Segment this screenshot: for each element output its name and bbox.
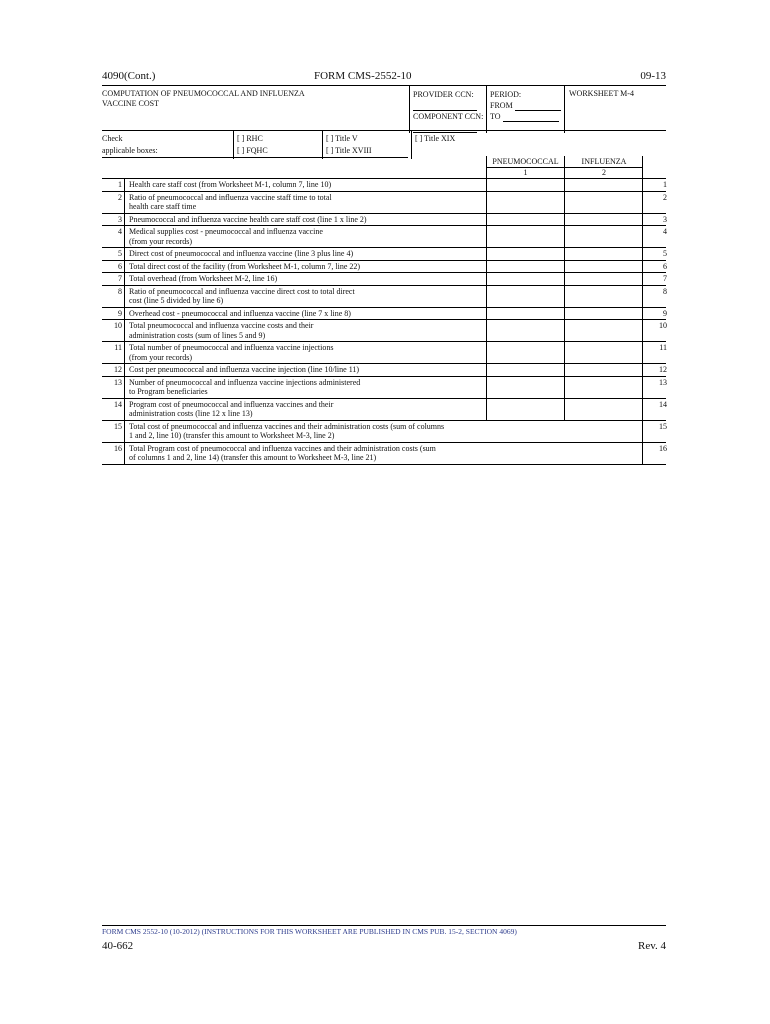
line-description-text: Total direct cost of the facility (from Worksheet M-1, column 7, line 22) — [129, 261, 361, 271]
line-description-text: (from your records) — [129, 352, 193, 362]
line-description-text: Overhead cost - pneumococcal and influenza vaccine (line 7 x line 8) — [129, 308, 351, 318]
line-number: 11 — [114, 343, 122, 352]
influenza-amount-cell[interactable] — [564, 273, 642, 285]
influenza-amount-cell[interactable] — [564, 261, 642, 273]
line-description-text: Medical supplies cost - pneumococcal and influenza vaccine — [129, 227, 323, 236]
checks-rule — [102, 157, 408, 158]
pneumococcal-amount-cell[interactable] — [486, 377, 564, 398]
line-number: 13 — [114, 377, 122, 387]
line-number: 12 — [114, 365, 122, 374]
influenza-amount-cell[interactable] — [564, 286, 642, 307]
line-number-right: 16 — [642, 443, 667, 464]
column-2-name: INFLUENZA — [565, 156, 643, 168]
column-header-influenza — [564, 156, 643, 178]
line-description — [124, 342, 483, 363]
to-label: TO — [490, 112, 501, 121]
worksheet-id: WORKSHEET M-4 — [564, 86, 671, 133]
pneumococcal-amount-cell[interactable] — [486, 342, 564, 363]
title-line-1: COMPUTATION OF PNEUMOCOCCAL AND INFLUENZA — [102, 89, 305, 98]
check-column-title-xix — [411, 131, 515, 159]
line-description-text: Cost per pneumococcal and influenza vaccine injection (line 10/line 11) — [129, 365, 360, 374]
influenza-amount-cell[interactable] — [564, 248, 642, 260]
applicable-boxes — [102, 131, 666, 157]
table-row — [102, 261, 666, 274]
line-description — [124, 273, 483, 285]
line-description-text: Total pneumococcal and influenza vaccine costs and their — [129, 321, 314, 330]
line-description-text: to Program beneficiaries — [129, 387, 208, 396]
influenza-amount-cell[interactable] — [564, 399, 642, 420]
ccn-box — [409, 86, 489, 133]
column-2-number: 2 — [602, 168, 606, 177]
line-description — [124, 320, 483, 341]
line-description-text: administration costs (sum of lines 5 and 9) — [129, 330, 266, 340]
line-description-text: administration costs (line 12 x line 13) — [129, 409, 253, 418]
worksheet-title — [102, 86, 407, 133]
influenza-amount-cell[interactable] — [564, 226, 642, 247]
line-description-text: 1 and 2, line 10) (transfer this amount to Worksheet M-3, line 2) — [129, 431, 335, 440]
form-number: FORM CMS-2552-10 — [314, 70, 412, 82]
line-description-text: Total overhead (from Worksheet M-2, line 16) — [129, 274, 278, 283]
line-number: 16 — [114, 443, 122, 453]
check-label — [102, 131, 232, 159]
table-row — [102, 443, 666, 465]
table-row — [102, 179, 666, 192]
rhc-checkbox[interactable]: [ ] RHC — [237, 134, 263, 143]
line-number: 9 — [118, 308, 122, 318]
line-number: 7 — [118, 274, 122, 283]
pneumococcal-amount-cell[interactable] — [486, 261, 564, 273]
pneumococcal-amount-cell[interactable] — [486, 248, 564, 260]
influenza-amount-cell[interactable] — [564, 377, 642, 398]
footer-note: FORM CMS 2552-10 (10-2012) (INSTRUCTIONS FOR THIS WORKSHEET ARE PUBLISHED IN CMS PUB. 15-2, SECTION 4069) — [102, 927, 517, 936]
line-description-text: (from your records) — [129, 236, 193, 246]
line-number-right: 6 — [642, 261, 667, 273]
line-number-right: 13 — [642, 377, 667, 398]
influenza-amount-cell[interactable] — [564, 308, 642, 320]
period-label: PERIOD: — [490, 90, 522, 99]
table-row — [102, 377, 666, 399]
influenza-amount-cell[interactable] — [564, 214, 642, 226]
line-number: 4 — [118, 227, 122, 236]
column-1-number: 1 — [523, 168, 528, 177]
page-number: 40-662 — [102, 940, 134, 952]
table-row — [102, 399, 666, 421]
table-row — [102, 308, 666, 321]
column-header-end-rule — [642, 156, 643, 178]
check-column-title — [322, 131, 414, 159]
table-row — [102, 248, 666, 261]
pneumococcal-amount-cell[interactable] — [486, 273, 564, 285]
line-number: 14 — [114, 399, 122, 409]
line-description-text: Ratio of pneumococcal and influenza vaccine direct cost to total direct — [129, 286, 355, 296]
line-description-text: Total cost of pneumococcal and influenza vaccines and their administration costs (sum of columns — [129, 421, 445, 431]
table-row — [102, 364, 666, 377]
line-description — [124, 377, 483, 398]
table-row — [102, 286, 666, 308]
line-description-text: Total number of pneumococcal and influenza vaccine injections — [129, 343, 334, 352]
provider-ccn-label: PROVIDER CCN: — [413, 90, 474, 99]
line-number-right: 15 — [642, 421, 667, 442]
line-number-right: 11 — [642, 342, 667, 363]
line-description — [124, 192, 483, 213]
pneumococcal-amount-cell[interactable] — [486, 308, 564, 320]
table-row — [102, 226, 666, 248]
line-description — [124, 261, 483, 273]
line-number-right: 2 — [642, 192, 667, 213]
footer-rule — [102, 925, 666, 926]
line-description — [124, 286, 483, 307]
influenza-amount-cell[interactable] — [564, 342, 642, 363]
line-description-text: of columns 1 and 2, line 14) (transfer this amount to Worksheet M-3, line 21) — [129, 453, 377, 462]
line-number: 10 — [114, 321, 122, 330]
line-number-right: 10 — [642, 320, 667, 341]
line-number-right: 9 — [642, 308, 667, 320]
line-number-right: 4 — [642, 226, 667, 247]
influenza-amount-cell[interactable] — [564, 192, 642, 213]
line-number: 5 — [118, 249, 122, 258]
line-description — [124, 443, 639, 464]
line-number: 3 — [118, 214, 122, 224]
line-description — [124, 421, 639, 442]
title-xviii-checkbox[interactable]: [ ] Title XVIII — [326, 146, 372, 155]
section-number: 4090(Cont.) — [102, 70, 156, 82]
provider-ccn-field[interactable] — [413, 101, 477, 111]
revision: Rev. 4 — [637, 940, 666, 952]
line-description-text: Ratio of pneumococcal and influenza vaccine staff time to total — [129, 192, 332, 202]
table-row — [102, 273, 666, 286]
period-to-field[interactable] — [503, 112, 559, 122]
line-number-right: 8 — [642, 286, 667, 307]
line-description — [124, 364, 483, 376]
line-description — [124, 214, 483, 226]
period-box — [486, 86, 567, 133]
title-v-checkbox[interactable]: [ ] Title V — [326, 134, 358, 143]
pneumococcal-amount-cell[interactable] — [486, 214, 564, 226]
pneumococcal-amount-cell[interactable] — [486, 192, 564, 213]
fqhc-checkbox[interactable]: [ ] FQHC — [237, 146, 268, 155]
line-number-right: 1 — [642, 179, 667, 191]
line-description-text: Health care staff cost (from Worksheet M-1, column 7, line 10) — [129, 180, 332, 189]
component-ccn-label: COMPONENT CCN: — [413, 112, 484, 121]
line-description-text: cost (line 5 divided by line 6) — [129, 296, 224, 305]
line-number-right: 3 — [642, 214, 667, 226]
period-from-field[interactable] — [515, 101, 561, 111]
table-row — [102, 214, 666, 227]
table-row — [102, 342, 666, 364]
check-label-line-1: Check — [102, 134, 123, 143]
pneumococcal-amount-cell[interactable] — [486, 364, 564, 376]
check-label-line-2: applicable boxes: — [102, 146, 158, 155]
line-number-right: 5 — [642, 248, 667, 260]
line-number: 1 — [118, 180, 122, 189]
line-number: 15 — [114, 421, 122, 431]
pneumococcal-amount-cell[interactable] — [486, 226, 564, 247]
line-number-right: 7 — [642, 273, 667, 285]
form-date: 09-13 — [640, 70, 666, 82]
line-description — [124, 248, 483, 260]
influenza-amount-cell[interactable] — [564, 320, 642, 341]
line-description-text: health care staff time — [129, 202, 197, 211]
table-row — [102, 320, 666, 342]
pneumococcal-amount-cell[interactable] — [486, 286, 564, 307]
from-label: FROM — [490, 101, 513, 110]
line-description-text: Program cost of pneumococcal and influenza vaccines and their — [129, 399, 334, 409]
worksheet-lines — [102, 178, 666, 465]
check-column-clinic — [233, 131, 325, 159]
line-description — [124, 226, 483, 247]
line-number-right: 14 — [642, 399, 667, 420]
line-description-text: Direct cost of pneumococcal and influenza vaccine (line 3 plus line 4) — [129, 249, 354, 258]
line-number-right: 12 — [642, 364, 667, 376]
line-description — [124, 308, 483, 320]
pneumococcal-amount-cell[interactable] — [486, 320, 564, 341]
pneumococcal-amount-cell[interactable] — [486, 399, 564, 420]
line-description-text: Pneumococcal and influenza vaccine health care staff cost (line 1 x line 2) — [129, 214, 367, 224]
table-row — [102, 421, 666, 443]
line-description — [124, 399, 483, 420]
page-header — [102, 70, 666, 86]
line-number: 2 — [118, 192, 122, 202]
title-line-2: VACCINE COST — [102, 99, 159, 108]
line-number: 8 — [118, 286, 122, 296]
pneumococcal-amount-cell[interactable] — [486, 179, 564, 191]
influenza-amount-cell[interactable] — [564, 179, 642, 191]
line-number: 6 — [118, 261, 122, 271]
line-description-text: Number of pneumococcal and influenza vaccine injections administered — [129, 377, 361, 387]
table-row — [102, 192, 666, 214]
line-description — [124, 179, 483, 191]
line-description-text: Total Program cost of pneumococcal and influenza vaccines and their administration costs (sum — [129, 443, 436, 453]
column-header-pneumococcal — [486, 156, 564, 178]
column-1-name: PNEUMOCOCCAL — [487, 156, 564, 168]
influenza-amount-cell[interactable] — [564, 364, 642, 376]
title-box — [102, 86, 666, 131]
title-xix-checkbox[interactable]: [ ] Title XIX — [415, 134, 456, 143]
